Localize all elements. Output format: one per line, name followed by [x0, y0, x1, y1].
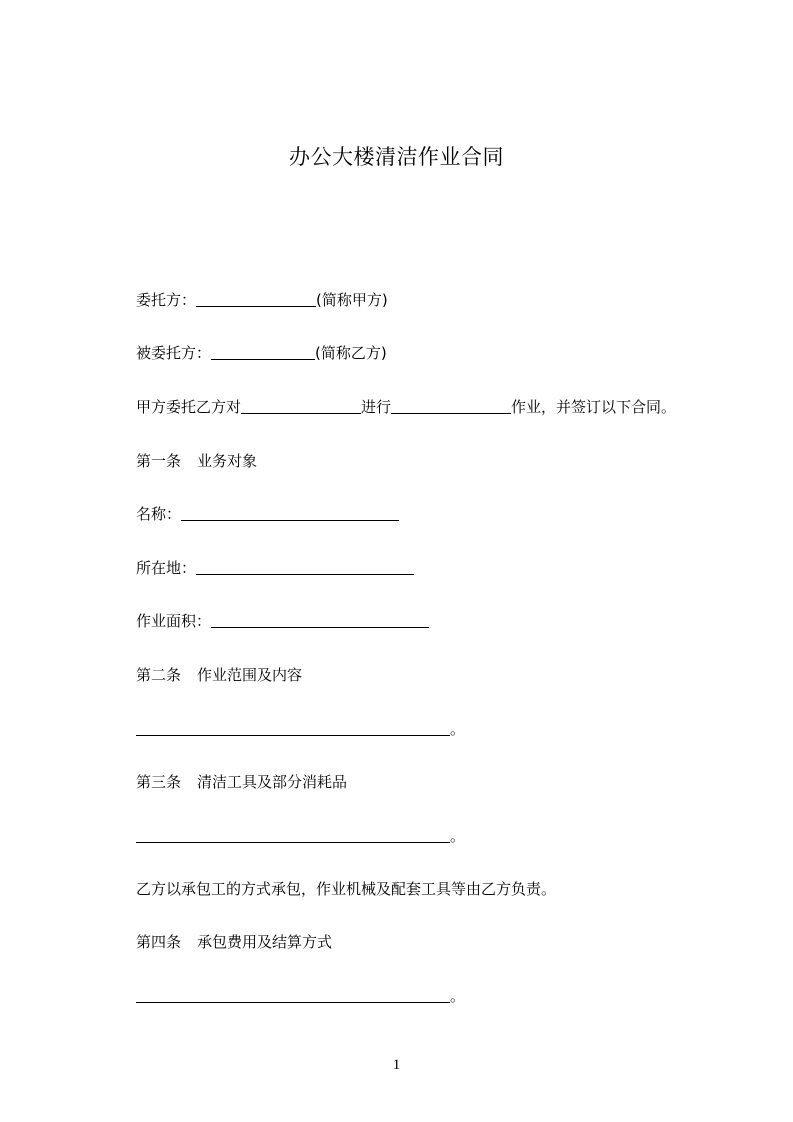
name-line	[136, 503, 399, 525]
article-2-number: 第二条	[136, 666, 182, 684]
article-2-end-mark: 。	[450, 720, 466, 738]
contractor-blank[interactable]	[211, 345, 315, 360]
intro-target-blank[interactable]	[241, 399, 361, 414]
article-3-number: 第三条	[136, 773, 182, 791]
article-2-content-line	[136, 718, 465, 740]
article-2-heading	[136, 664, 302, 686]
location-label: 所在地：	[136, 559, 197, 577]
intro-text-b: 进行	[361, 398, 392, 416]
article-4-number: 第四条	[136, 933, 182, 951]
article-4-content-blank[interactable]	[136, 988, 450, 1003]
intro-text-a: 甲方委托乙方对	[136, 398, 242, 416]
page-number: 1	[392, 1057, 401, 1073]
article-3-end-mark: 。	[450, 827, 466, 845]
intro-text-c: 作业，并签订以下合同。	[511, 398, 677, 416]
name-label: 名称：	[136, 505, 182, 523]
client-suffix: (简称甲方)	[316, 291, 388, 309]
contractor-suffix: (简称乙方)	[315, 344, 387, 362]
article-1-number: 第一条	[136, 452, 182, 470]
location-line	[136, 557, 414, 579]
intro-work-blank[interactable]	[391, 399, 511, 414]
contractor-line	[136, 342, 387, 364]
document-title: 办公大楼清洁作业合同	[289, 145, 504, 169]
area-blank[interactable]	[211, 613, 429, 628]
article-3-content-blank[interactable]	[136, 828, 450, 843]
article-3-text: 乙方以承包工的方式承包，作业机械及配套工具等由乙方负责。	[136, 880, 557, 898]
client-blank[interactable]	[196, 292, 316, 307]
contractor-label: 被委托方：	[136, 344, 212, 362]
client-line	[136, 289, 388, 311]
article-3-title: 清洁工具及部分消耗品	[197, 773, 348, 791]
article-4-title: 承包费用及结算方式	[197, 933, 333, 951]
article-3-heading	[136, 771, 347, 793]
article-1-heading	[136, 450, 257, 472]
article-4-end-mark: 。	[450, 987, 466, 1005]
area-line	[136, 610, 429, 632]
article-4-heading	[136, 931, 332, 953]
article-2-content-blank[interactable]	[136, 721, 450, 736]
article-4-content-line	[136, 985, 465, 1007]
article-1-title: 业务对象	[197, 452, 258, 470]
client-label: 委托方：	[136, 291, 197, 309]
article-2-title: 作业范围及内容	[197, 666, 303, 684]
area-label: 作业面积：	[136, 612, 212, 630]
location-blank[interactable]	[196, 560, 414, 575]
intro-line	[136, 396, 676, 418]
name-blank[interactable]	[181, 506, 399, 521]
article-3-content-line	[136, 825, 465, 847]
